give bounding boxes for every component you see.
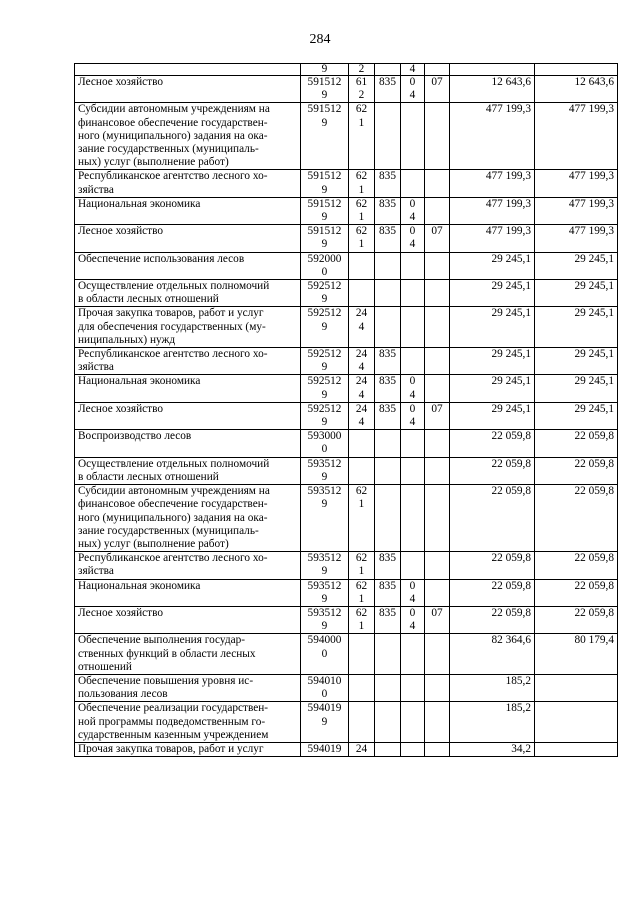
cell-rz — [401, 430, 425, 457]
cell-csr: 592000 0 — [301, 252, 349, 279]
cell-ved — [375, 742, 401, 756]
cell-ved: 835 — [375, 552, 401, 579]
cell-year1: 34,2 — [450, 742, 535, 756]
cell-vr — [349, 430, 375, 457]
cell-year2: 22 059,8 — [535, 606, 618, 633]
cell-csr: 593512 9 — [301, 579, 349, 606]
table-row — [75, 402, 618, 429]
cell-csr: 593512 9 — [301, 552, 349, 579]
table-row — [75, 430, 618, 457]
cell-vr: 61 2 — [349, 76, 375, 103]
cell-year1: 477 199,3 — [450, 197, 535, 224]
cell-year2: 29 245,1 — [535, 280, 618, 307]
cell-name: Национальная экономика — [75, 375, 301, 402]
cell-year1: 22 059,8 — [450, 579, 535, 606]
cell-pr — [425, 348, 450, 375]
table-row — [75, 197, 618, 224]
cell-year1: 477 199,3 — [450, 170, 535, 197]
cell-rz: 0 4 — [401, 225, 425, 252]
cell-year2: 29 245,1 — [535, 348, 618, 375]
cell-pr: 07 — [425, 606, 450, 633]
table-row — [75, 485, 618, 552]
cell-pr — [425, 579, 450, 606]
cell-year2: 477 199,3 — [535, 103, 618, 170]
cell-csr: 594019 9 — [301, 702, 349, 743]
cell-vr — [349, 252, 375, 279]
cell-name: Обеспечение повышения уровня ис- пользования лесов — [75, 674, 301, 701]
table-row — [75, 634, 618, 675]
cell-pr — [425, 552, 450, 579]
cell-rz — [401, 634, 425, 675]
table-row — [75, 103, 618, 170]
cell-year2: 29 245,1 — [535, 402, 618, 429]
cell-rz — [401, 307, 425, 348]
table-row — [75, 280, 618, 307]
cell-pr — [425, 674, 450, 701]
cell-name: Обеспечение выполнения государ- ственных функций в области лесных отношений — [75, 634, 301, 675]
cell-vr: 24 4 — [349, 307, 375, 348]
cell-ved: 835 — [375, 606, 401, 633]
cell-year1 — [450, 64, 535, 76]
cell-pr — [425, 457, 450, 484]
cell-year1: 22 059,8 — [450, 430, 535, 457]
cell-vr: 62 1 — [349, 103, 375, 170]
cell-year1: 29 245,1 — [450, 375, 535, 402]
cell-name: Осуществление отдельных полномочий в области лесных отношений — [75, 280, 301, 307]
cell-rz — [401, 457, 425, 484]
cell-vr — [349, 457, 375, 484]
cell-ved: 835 — [375, 402, 401, 429]
table-row — [75, 606, 618, 633]
cell-pr: 07 — [425, 402, 450, 429]
cell-ved: 835 — [375, 225, 401, 252]
cell-vr: 2 — [349, 64, 375, 76]
cell-year1: 22 059,8 — [450, 485, 535, 552]
cell-year2 — [535, 674, 618, 701]
cell-year1: 22 059,8 — [450, 457, 535, 484]
cell-year2: 22 059,8 — [535, 430, 618, 457]
cell-csr: 593512 9 — [301, 457, 349, 484]
cell-year2: 80 179,4 — [535, 634, 618, 675]
cell-year2: 22 059,8 — [535, 457, 618, 484]
cell-year1: 29 245,1 — [450, 348, 535, 375]
cell-year1: 29 245,1 — [450, 307, 535, 348]
cell-pr — [425, 742, 450, 756]
cell-name: Осуществление отдельных полномочий в области лесных отношений — [75, 457, 301, 484]
cell-year1: 185,2 — [450, 702, 535, 743]
table-row — [75, 375, 618, 402]
cell-pr — [425, 430, 450, 457]
cell-rz: 0 4 — [401, 76, 425, 103]
table-row — [75, 252, 618, 279]
cell-vr: 24 4 — [349, 348, 375, 375]
cell-csr: 594000 0 — [301, 634, 349, 675]
table-row — [75, 674, 618, 701]
cell-name: Республиканское агентство лесного хо- зяйства — [75, 552, 301, 579]
cell-pr — [425, 702, 450, 743]
table-row — [75, 225, 618, 252]
cell-rz: 0 4 — [401, 402, 425, 429]
cell-pr — [425, 307, 450, 348]
cell-year1: 22 059,8 — [450, 606, 535, 633]
cell-csr: 591512 9 — [301, 170, 349, 197]
table-row — [75, 170, 618, 197]
cell-pr — [425, 634, 450, 675]
cell-name: Обеспечение реализации государствен- ной программы подведомственным го- сударственным казенным учреждением — [75, 702, 301, 743]
cell-ved: 835 — [375, 76, 401, 103]
cell-csr: 594019 — [301, 742, 349, 756]
cell-ved: 835 — [375, 170, 401, 197]
cell-ved — [375, 307, 401, 348]
cell-csr: 591512 9 — [301, 225, 349, 252]
budget-table — [74, 63, 618, 757]
cell-year2: 22 059,8 — [535, 552, 618, 579]
cell-rz: 0 4 — [401, 606, 425, 633]
table-row — [75, 348, 618, 375]
cell-year1: 22 059,8 — [450, 552, 535, 579]
cell-pr — [425, 375, 450, 402]
cell-rz — [401, 674, 425, 701]
cell-year2: 29 245,1 — [535, 252, 618, 279]
cell-year2: 477 199,3 — [535, 197, 618, 224]
cell-ved — [375, 702, 401, 743]
table-row — [75, 457, 618, 484]
cell-ved — [375, 485, 401, 552]
cell-csr: 593512 9 — [301, 606, 349, 633]
cell-year1: 29 245,1 — [450, 280, 535, 307]
cell-pr — [425, 485, 450, 552]
cell-ved — [375, 280, 401, 307]
cell-ved — [375, 103, 401, 170]
cell-year2 — [535, 702, 618, 743]
cell-csr: 592512 9 — [301, 348, 349, 375]
cell-rz — [401, 103, 425, 170]
cell-vr: 24 4 — [349, 402, 375, 429]
cell-rz — [401, 170, 425, 197]
cell-pr — [425, 64, 450, 76]
cell-vr: 62 1 — [349, 579, 375, 606]
cell-vr — [349, 634, 375, 675]
cell-csr: 594010 0 — [301, 674, 349, 701]
cell-csr: 591512 9 — [301, 103, 349, 170]
cell-year2 — [535, 742, 618, 756]
cell-ved: 835 — [375, 197, 401, 224]
cell-csr: 591512 9 — [301, 76, 349, 103]
cell-ved — [375, 457, 401, 484]
cell-ved — [375, 252, 401, 279]
cell-rz — [401, 702, 425, 743]
cell-rz: 0 4 — [401, 579, 425, 606]
cell-vr: 62 1 — [349, 552, 375, 579]
cell-year1: 29 245,1 — [450, 252, 535, 279]
cell-vr: 62 1 — [349, 485, 375, 552]
cell-ved: 835 — [375, 579, 401, 606]
cell-rz: 0 4 — [401, 197, 425, 224]
cell-rz — [401, 485, 425, 552]
cell-name: Прочая закупка товаров, работ и услуг — [75, 742, 301, 756]
cell-year1: 477 199,3 — [450, 225, 535, 252]
cell-year1: 82 364,6 — [450, 634, 535, 675]
cell-name: Субсидии автономным учреждениям на финансовое обеспечение государствен- ного (муниципального) задания на ока- зание государственных (муниципаль- ных) услуг (выполнение работ) — [75, 103, 301, 170]
cell-ved — [375, 674, 401, 701]
cell-year1: 12 643,6 — [450, 76, 535, 103]
cell-year1: 185,2 — [450, 674, 535, 701]
cell-ved — [375, 634, 401, 675]
page-number: 284 — [309, 32, 331, 47]
cell-csr: 9 — [301, 64, 349, 76]
cell-rz — [401, 280, 425, 307]
cell-name: Лесное хозяйство — [75, 606, 301, 633]
cell-csr: 592512 9 — [301, 402, 349, 429]
cell-year2: 477 199,3 — [535, 170, 618, 197]
table-row — [75, 307, 618, 348]
cell-csr: 592512 9 — [301, 280, 349, 307]
cell-name: Республиканское агентство лесного хо- зяйства — [75, 170, 301, 197]
cell-name: Национальная экономика — [75, 197, 301, 224]
table-row — [75, 742, 618, 756]
cell-vr: 62 1 — [349, 225, 375, 252]
cell-year1: 477 199,3 — [450, 103, 535, 170]
cell-rz: 4 — [401, 64, 425, 76]
cell-vr: 62 1 — [349, 170, 375, 197]
cell-vr — [349, 280, 375, 307]
cell-ved — [375, 430, 401, 457]
table-row — [75, 552, 618, 579]
cell-rz: 0 4 — [401, 375, 425, 402]
cell-year2: 29 245,1 — [535, 375, 618, 402]
cell-year2: 29 245,1 — [535, 307, 618, 348]
cell-rz — [401, 552, 425, 579]
cell-csr: 592512 9 — [301, 307, 349, 348]
cell-name: Лесное хозяйство — [75, 76, 301, 103]
cell-year2: 12 643,6 — [535, 76, 618, 103]
table-row — [75, 76, 618, 103]
table-row — [75, 702, 618, 743]
cell-pr — [425, 170, 450, 197]
cell-rz — [401, 252, 425, 279]
cell-vr: 62 1 — [349, 197, 375, 224]
cell-name: Республиканское агентство лесного хо- зяйства — [75, 348, 301, 375]
cell-pr: 07 — [425, 76, 450, 103]
cell-vr: 24 4 — [349, 375, 375, 402]
cell-pr — [425, 197, 450, 224]
cell-csr: 592512 9 — [301, 375, 349, 402]
cell-name — [75, 64, 301, 76]
cell-name: Национальная экономика — [75, 579, 301, 606]
cell-csr: 593512 9 — [301, 485, 349, 552]
cell-year2: 477 199,3 — [535, 225, 618, 252]
table-row — [75, 579, 618, 606]
cell-year2: 22 059,8 — [535, 579, 618, 606]
cell-year1: 29 245,1 — [450, 402, 535, 429]
cell-ved: 835 — [375, 348, 401, 375]
cell-year2: 22 059,8 — [535, 485, 618, 552]
cell-pr — [425, 252, 450, 279]
cell-name: Лесное хозяйство — [75, 225, 301, 252]
cell-pr — [425, 280, 450, 307]
cell-year2 — [535, 64, 618, 76]
cell-rz — [401, 348, 425, 375]
cell-vr — [349, 674, 375, 701]
cell-name: Обеспечение использования лесов — [75, 252, 301, 279]
cell-ved: 835 — [375, 375, 401, 402]
cell-name: Лесное хозяйство — [75, 402, 301, 429]
cell-name: Воспроизводство лесов — [75, 430, 301, 457]
cell-pr — [425, 103, 450, 170]
cell-csr: 591512 9 — [301, 197, 349, 224]
cell-csr: 593000 0 — [301, 430, 349, 457]
continuation-row — [75, 64, 618, 76]
cell-name: Прочая закупка товаров, работ и услуг для обеспечения государственных (му- ниципальных) нужд — [75, 307, 301, 348]
cell-ved — [375, 64, 401, 76]
cell-pr: 07 — [425, 225, 450, 252]
cell-vr: 24 — [349, 742, 375, 756]
cell-vr: 62 1 — [349, 606, 375, 633]
cell-rz — [401, 742, 425, 756]
cell-name: Субсидии автономным учреждениям на финансовое обеспечение государствен- ного (муниципального) задания на ока- зание государственных (муниципаль- ных) услуг (выполнение работ) — [75, 485, 301, 552]
cell-vr — [349, 702, 375, 743]
